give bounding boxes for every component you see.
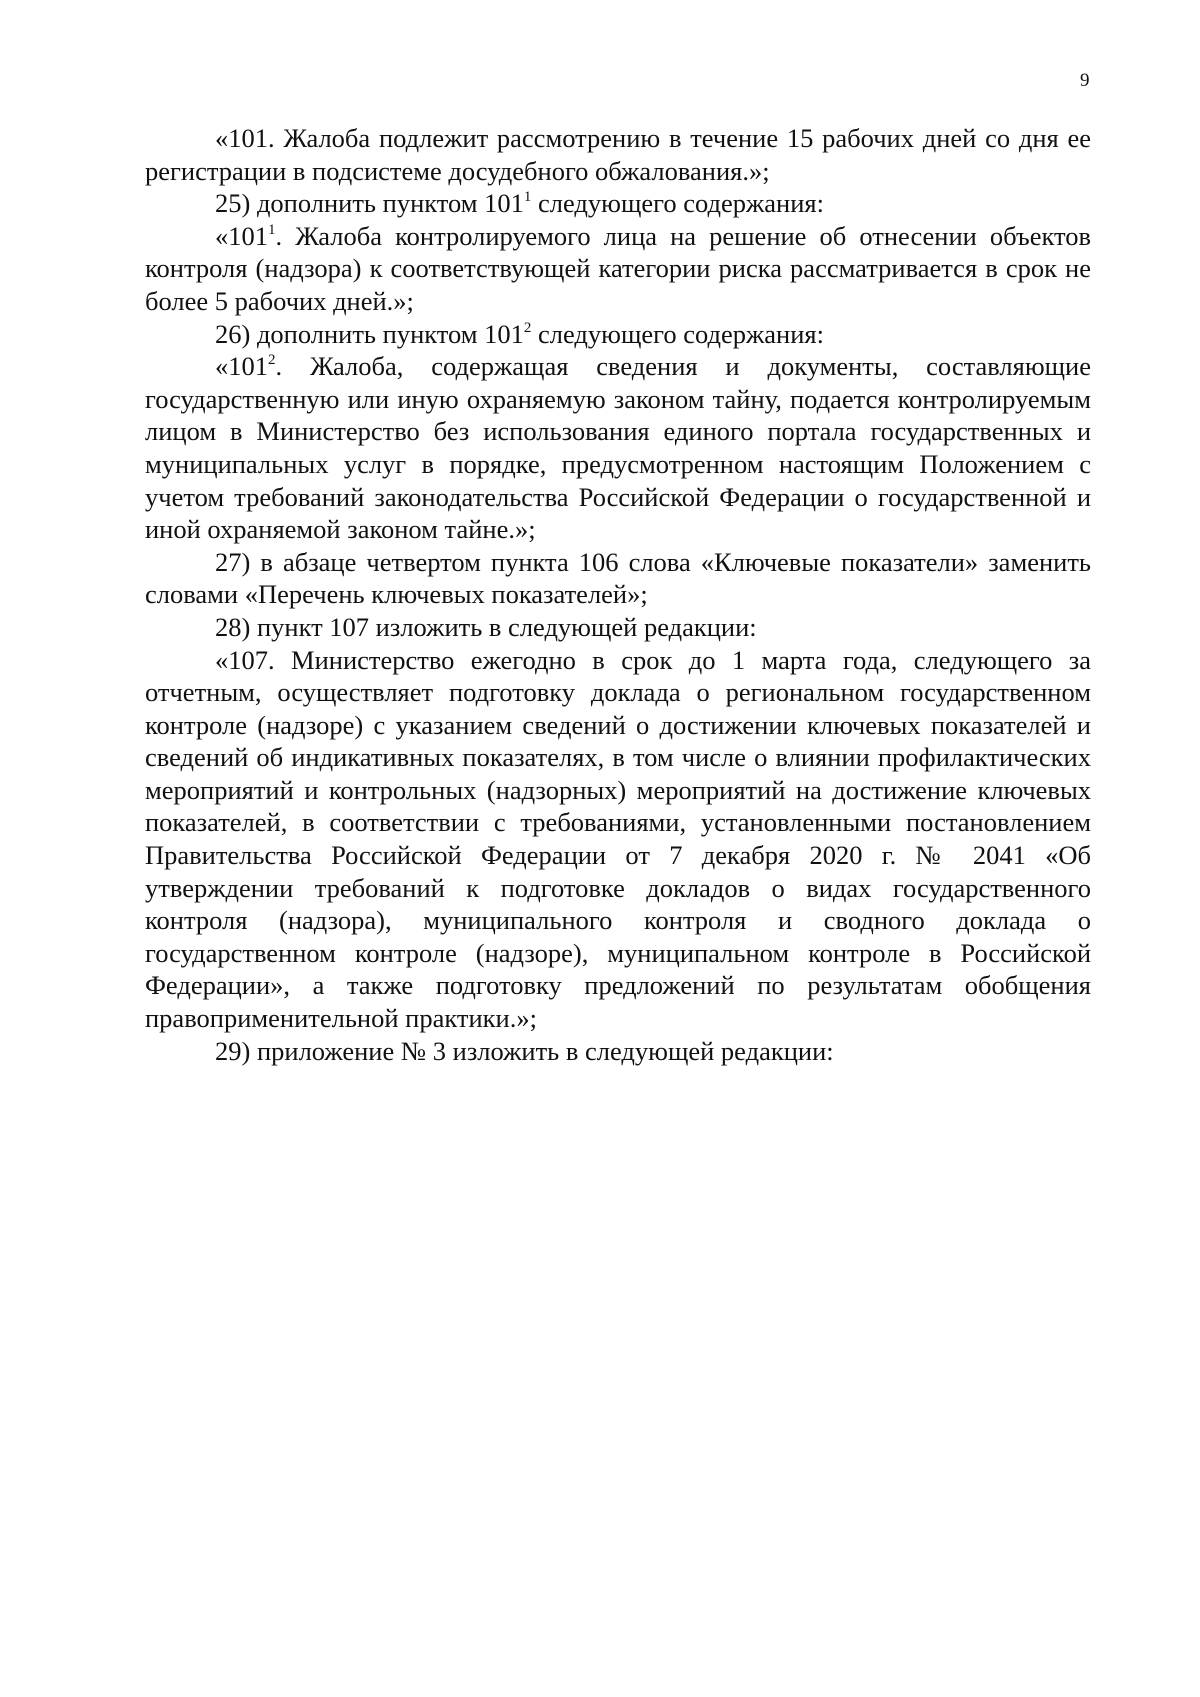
paragraph-item-26: 26) дополнить пунктом $101^2$ следующего содержания: — [215, 318, 824, 349]
paragraph-item-25: 25) дополнить пунктом $101^1$ следующего содержания: — [215, 188, 824, 219]
paragraph-item-29: 29) приложение № 3 изложить в следующей редакции: — [215, 1035, 834, 1066]
paragraph-107: «107. Министерство ежегодно в срок до 1 марта года, следующего за отчетным, осуществляет подготовку доклада о региональном государственном контроле (надзоре) с указанием сведений о достижении ключевых показателей и сведений об индикативных показателях, в том числе о влиянии профилактических мероприятий и контрольных (надзорных) мероприятий на достижение ключевых показателей, в соответствии с требованиями, установленными постановлением Правительства Российской Федерации от 7 декабря 2020 г. № 2041 «Об утверждении требований к подготовке докладов о видах государственного контроля (надзора), муниципального контроля и сводного доклада о государственном контроле (надзоре), муниципальном контроле в Российской Федерации», а также подготовку предложений по результатам обобщения правоприменительной практики.»; — [145, 644, 1091, 1034]
document-body — [145, 122, 1091, 1067]
page-number: 9 — [1080, 70, 1090, 91]
paragraph-item-27: 27) в абзаце четвертом пункта 106 слова «Ключевые показатели» заменить словами «Перечень ключевых показателей»; — [145, 546, 1091, 610]
superscript: 1 — [268, 221, 276, 238]
superscript: 2 — [523, 319, 532, 336]
paragraph-item-28: 28) пункт 107 изложить в следующей редакции: — [215, 611, 757, 642]
paragraph-101-1: «$101^1$. Жалоба контролируемого лица на решение об отнесении объектов контроля (надзора) к соответствующей категории риска рассматривается в срок не более 5 рабочих дней.»; — [145, 220, 1091, 316]
paragraph-101: «101. Жалоба подлежит рассмотрению в течение 15 рабочих дней со дня ее регистрации в подсистеме досудебного обжалования.»; — [145, 123, 1091, 186]
superscript: 2 — [268, 352, 276, 369]
superscript: 1 — [523, 189, 532, 206]
paragraph-101-2: «$101^2$. Жалоба, содержащая сведения и документы, составляющие государственную или иную охраняемую законом тайну, подается контролируемым лицом в Министерство без использования единого портала государственных и муниципальных услуг в порядке, предусмотренном настоящим Положением с учетом требований законодательства Российской Федерации о государственной и иной охраняемой законом тайне.»; — [145, 351, 1091, 545]
